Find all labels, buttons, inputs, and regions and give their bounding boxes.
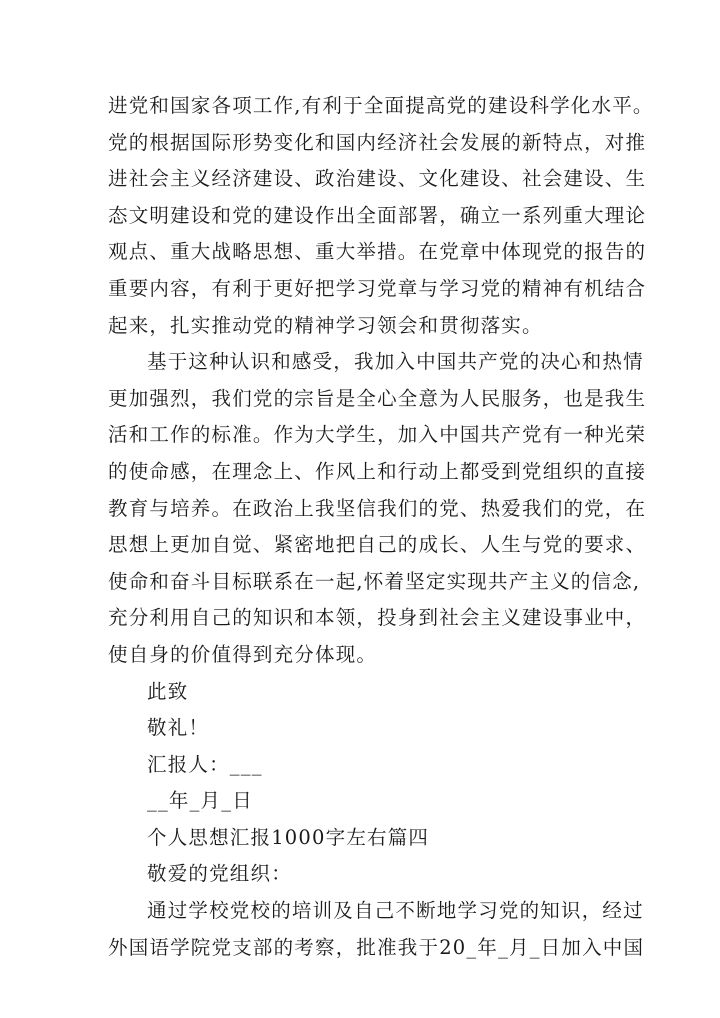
- text-line: 重要内容，有利于更好把学习党章与学习党的精神有机结合: [108, 276, 647, 300]
- document-body: [108, 88, 654, 966]
- text-line: 进党和国家各项工作,有利于全面提高党的建设科学化水平。: [108, 94, 654, 117]
- text-line: 充分利用自己的知识和本领，投身到社会主义建设事业中，: [108, 606, 647, 630]
- closing-salutation: 此致: [147, 679, 189, 703]
- text-line: 党的根据国际形势变化和国内经济社会发展的新特点，对推: [108, 130, 647, 154]
- reporter-signature: 汇报人：___: [147, 752, 263, 776]
- text-line: 更加强烈，我们党的宗旨是全心全意为人民服务，也是我生: [108, 386, 647, 410]
- text-line: 教育与培养。在政治上我坚信我们的党、热爱我们的党，在: [108, 496, 647, 520]
- report-date: __年_月_日: [147, 789, 253, 813]
- text-line: 态文明建设和党的建设作出全面部署，确立一系列重大理论: [108, 203, 647, 227]
- greeting: 敬爱的党组织：: [147, 862, 292, 886]
- paragraph-start-line: 基于这种认识和感受，我加入中国共产党的决心和热情: [147, 350, 644, 374]
- text-line: 进社会主义经济建设、政治建设、文化建设、社会建设、生: [108, 167, 647, 191]
- closing-regards: 敬礼！: [147, 716, 210, 740]
- text-line: 思想上更加自觉、紧密地把自己的成长、人生与党的要求、: [108, 533, 647, 557]
- text-line: 活和工作的标准。作为大学生，加入中国共产党有一种光荣: [108, 423, 647, 447]
- text-line: 使自身的价值得到充分体现。: [108, 642, 378, 666]
- text-line: 的使命感，在理念上、作风上和行动上都受到党组织的直接: [108, 459, 647, 483]
- text-line: 使命和奋斗目标联系在一起,怀着坚定实现共产主义的信念,: [108, 569, 641, 593]
- text-line: 起来，扎实推动党的精神学习领会和贯彻落实。: [108, 313, 543, 337]
- text-line: 外国语学院党支部的考察，批准我于20_年_月_日加入中国: [108, 935, 645, 959]
- text-line: 观点、重大战略思想、重大举措。在党章中体现党的报告的: [108, 240, 647, 264]
- section-title: 个人思想汇报1000字左右篇四: [147, 825, 430, 849]
- paragraph-start-line: 通过学校党校的培训及自己不断地学习党的知识，经过: [147, 899, 644, 923]
